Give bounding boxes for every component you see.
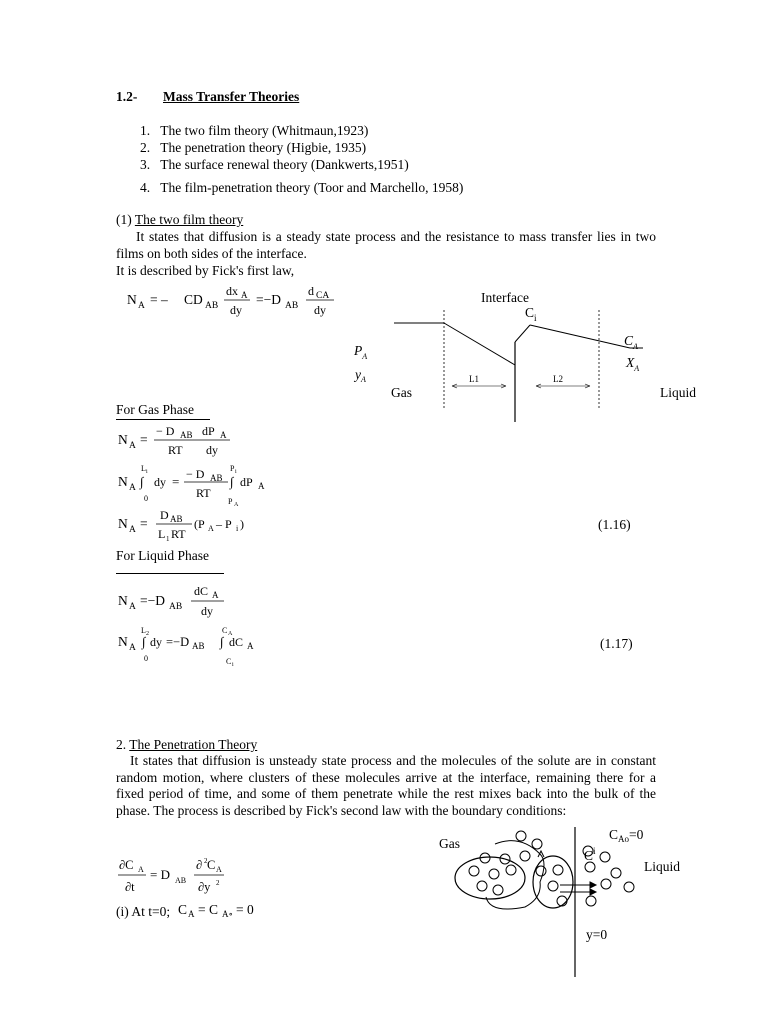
svg-text:AB: AB bbox=[192, 641, 205, 651]
svg-text:A: A bbox=[212, 590, 219, 600]
svg-text:A: A bbox=[138, 301, 145, 311]
svg-text:A: A bbox=[241, 290, 248, 300]
svg-text:N: N bbox=[118, 516, 128, 531]
svg-text:AB: AB bbox=[170, 514, 183, 524]
svg-text:C: C bbox=[177, 902, 187, 917]
svg-text:A: A bbox=[234, 502, 239, 508]
liquid-phase-label: For Liquid Phase bbox=[116, 548, 209, 563]
svg-text:AB: AB bbox=[180, 430, 193, 440]
svg-text:= C: = C bbox=[197, 902, 218, 917]
theories-list bbox=[140, 122, 463, 196]
list-item: 1. The two film theory (Whitmaun,1923) bbox=[140, 123, 369, 138]
svg-text:D: D bbox=[160, 508, 169, 522]
list-item: 4. The film-penetration theory (Toor and Marchello, 1958) bbox=[140, 180, 464, 195]
svg-text:= 0: = 0 bbox=[235, 902, 254, 917]
list-item: 3. The surface renewal theory (Dankwerts,1951) bbox=[140, 157, 409, 172]
svg-text:AB: AB bbox=[285, 301, 299, 311]
svg-text:A: A bbox=[258, 481, 265, 491]
svg-text:CA: CA bbox=[316, 291, 330, 301]
svg-text:dy: dy bbox=[150, 635, 162, 649]
svg-text:L: L bbox=[158, 527, 166, 541]
gas-label: Gas bbox=[391, 385, 412, 400]
svg-text:RT: RT bbox=[196, 486, 211, 500]
ci-label: $C_i$ bbox=[525, 305, 537, 323]
svg-text:− D: − D bbox=[156, 424, 175, 438]
pen-liquid-label: Liquid bbox=[644, 859, 680, 874]
pen-ci-label: $C^i$ bbox=[584, 846, 596, 863]
svg-text:dy: dy bbox=[314, 303, 326, 317]
equation-number-1-17: (1.17) bbox=[600, 636, 633, 651]
svg-text:i: i bbox=[236, 524, 239, 533]
svg-text:N: N bbox=[118, 432, 128, 447]
svg-text:P: P bbox=[228, 497, 233, 506]
svg-text:∫: ∫ bbox=[230, 474, 234, 489]
svg-text:=−D: =−D bbox=[256, 292, 281, 307]
svg-text:dx: dx bbox=[226, 284, 238, 298]
penetration-heading: 2. The Penetration Theory bbox=[116, 737, 258, 752]
penetration-diagram bbox=[430, 822, 730, 982]
svg-text:∂t: ∂t bbox=[125, 880, 135, 894]
svg-text:C: C bbox=[226, 657, 232, 666]
svg-text:C: C bbox=[207, 858, 216, 872]
ya-label: $y_A$ bbox=[355, 367, 366, 384]
svg-text:P: P bbox=[230, 464, 235, 473]
svg-text:RT: RT bbox=[168, 443, 183, 457]
svg-text:L1: L1 bbox=[469, 374, 479, 384]
svg-text:∫: ∫ bbox=[140, 474, 144, 489]
section-number: 1.2- bbox=[116, 89, 138, 104]
svg-text:A: A bbox=[138, 865, 144, 874]
svg-text:=−D: =−D bbox=[166, 635, 190, 649]
svg-text:RT: RT bbox=[171, 527, 186, 541]
ca0-label: $C_{Ao}=0$ bbox=[609, 827, 644, 844]
svg-text:N: N bbox=[127, 292, 137, 307]
svg-text:L: L bbox=[141, 626, 146, 635]
svg-text:N: N bbox=[118, 474, 128, 489]
svg-text:= D: = D bbox=[150, 867, 170, 882]
svg-text:A: A bbox=[216, 865, 222, 874]
svg-text:i: i bbox=[235, 469, 237, 475]
svg-text:− D: − D bbox=[186, 467, 205, 481]
svg-text:AB: AB bbox=[205, 301, 219, 311]
ficks-second-law-equation bbox=[116, 855, 266, 897]
svg-text:A: A bbox=[220, 430, 227, 440]
svg-text:1: 1 bbox=[166, 535, 170, 543]
two-film-heading: (1) The two film theory bbox=[116, 212, 244, 227]
svg-text:AB: AB bbox=[175, 876, 187, 885]
svg-text:N: N bbox=[118, 593, 128, 608]
svg-text:d: d bbox=[308, 284, 314, 298]
svg-text:dC: dC bbox=[229, 635, 244, 649]
svg-text:dP: dP bbox=[240, 475, 253, 489]
svg-text:A: A bbox=[208, 524, 214, 533]
interface-label: Interface bbox=[481, 290, 529, 305]
y0-label: y=0 bbox=[586, 927, 608, 942]
svg-text:= –: = – bbox=[150, 292, 168, 307]
svg-text:2: 2 bbox=[216, 879, 220, 887]
svg-text:CD: CD bbox=[184, 292, 203, 307]
svg-text:2: 2 bbox=[204, 857, 208, 865]
svg-text:∫: ∫ bbox=[142, 634, 146, 649]
svg-text:dC: dC bbox=[194, 584, 209, 598]
svg-text:dy: dy bbox=[230, 303, 242, 317]
svg-text:A: A bbox=[129, 525, 136, 535]
liquid-label: Liquid bbox=[660, 385, 696, 400]
svg-text:=: = bbox=[172, 474, 180, 489]
gas-phase-equations bbox=[116, 420, 316, 545]
ca-label: $C_A$ bbox=[624, 333, 638, 351]
svg-text:N: N bbox=[118, 634, 128, 649]
svg-text:i: i bbox=[146, 469, 148, 475]
svg-text:A: A bbox=[129, 483, 136, 493]
svg-text:AB: AB bbox=[169, 602, 183, 612]
liquid-phase-rule bbox=[116, 573, 224, 574]
svg-text:A: A bbox=[129, 441, 136, 451]
svg-text:A∘: A∘ bbox=[221, 909, 233, 919]
svg-text:∂C: ∂C bbox=[119, 858, 134, 872]
svg-text:L2: L2 bbox=[553, 374, 563, 384]
svg-text:A: A bbox=[228, 631, 233, 637]
two-film-diagram bbox=[340, 285, 710, 425]
xa-label: $X_A$ bbox=[626, 355, 640, 373]
svg-text:A: A bbox=[187, 909, 194, 919]
svg-text:=: = bbox=[140, 432, 148, 447]
svg-text:0: 0 bbox=[144, 494, 148, 503]
svg-text:AB: AB bbox=[210, 473, 223, 483]
svg-text:∂y: ∂y bbox=[198, 880, 211, 894]
svg-text:– P: – P bbox=[216, 517, 232, 531]
ficks-first-law-text: It is described by Fick's first law, bbox=[116, 263, 295, 278]
penetration-para: It states that diffusion is unsteady state process and the molecules of the solute are in constant random motion, where clusters of these molecules arrive at the interface, remaining there for a fixed period of time, and some of them penetrate while the rest mixes back into the bulk of the phase. The process is described by Fick's second law with the boundary conditions: bbox=[116, 753, 656, 818]
two-film-para: It states that diffusion is a steady state process and the resistance to mass transfer lies in two films on both sides of the interface. bbox=[116, 229, 656, 261]
svg-text:=: = bbox=[140, 516, 148, 531]
svg-text:2: 2 bbox=[146, 631, 149, 637]
section-title: Mass Transfer Theories bbox=[163, 89, 300, 104]
ficks-first-law-equation bbox=[120, 280, 360, 322]
svg-text:i: i bbox=[232, 662, 234, 668]
liquid-phase-equations bbox=[116, 580, 316, 672]
svg-text:dP: dP bbox=[202, 424, 215, 438]
svg-text:A: A bbox=[247, 641, 254, 651]
svg-text:dy: dy bbox=[206, 443, 218, 457]
svg-text:C: C bbox=[222, 626, 228, 635]
svg-text:A: A bbox=[129, 602, 136, 612]
svg-text:∫: ∫ bbox=[220, 634, 224, 649]
equation-number-1-16: (1.16) bbox=[598, 517, 631, 532]
svg-text:=−D: =−D bbox=[140, 593, 165, 608]
boundary-condition-1: (i) At t=0; C A = C A∘ = 0 bbox=[116, 902, 254, 919]
svg-text:dy: dy bbox=[201, 604, 213, 618]
list-item: 2. The penetration theory (Higbie, 1935) bbox=[140, 140, 367, 155]
svg-text:): ) bbox=[240, 517, 244, 531]
svg-text:L: L bbox=[141, 464, 146, 473]
gas-phase-label: For Gas Phase bbox=[116, 402, 194, 417]
svg-text:A: A bbox=[129, 643, 136, 653]
pen-gas-label: Gas bbox=[439, 836, 460, 851]
svg-text:dy: dy bbox=[154, 475, 166, 489]
svg-text:0: 0 bbox=[144, 654, 148, 663]
pa-label: $P_A$ bbox=[354, 343, 368, 361]
svg-text:(P: (P bbox=[194, 517, 205, 531]
svg-text:∂: ∂ bbox=[196, 858, 203, 872]
